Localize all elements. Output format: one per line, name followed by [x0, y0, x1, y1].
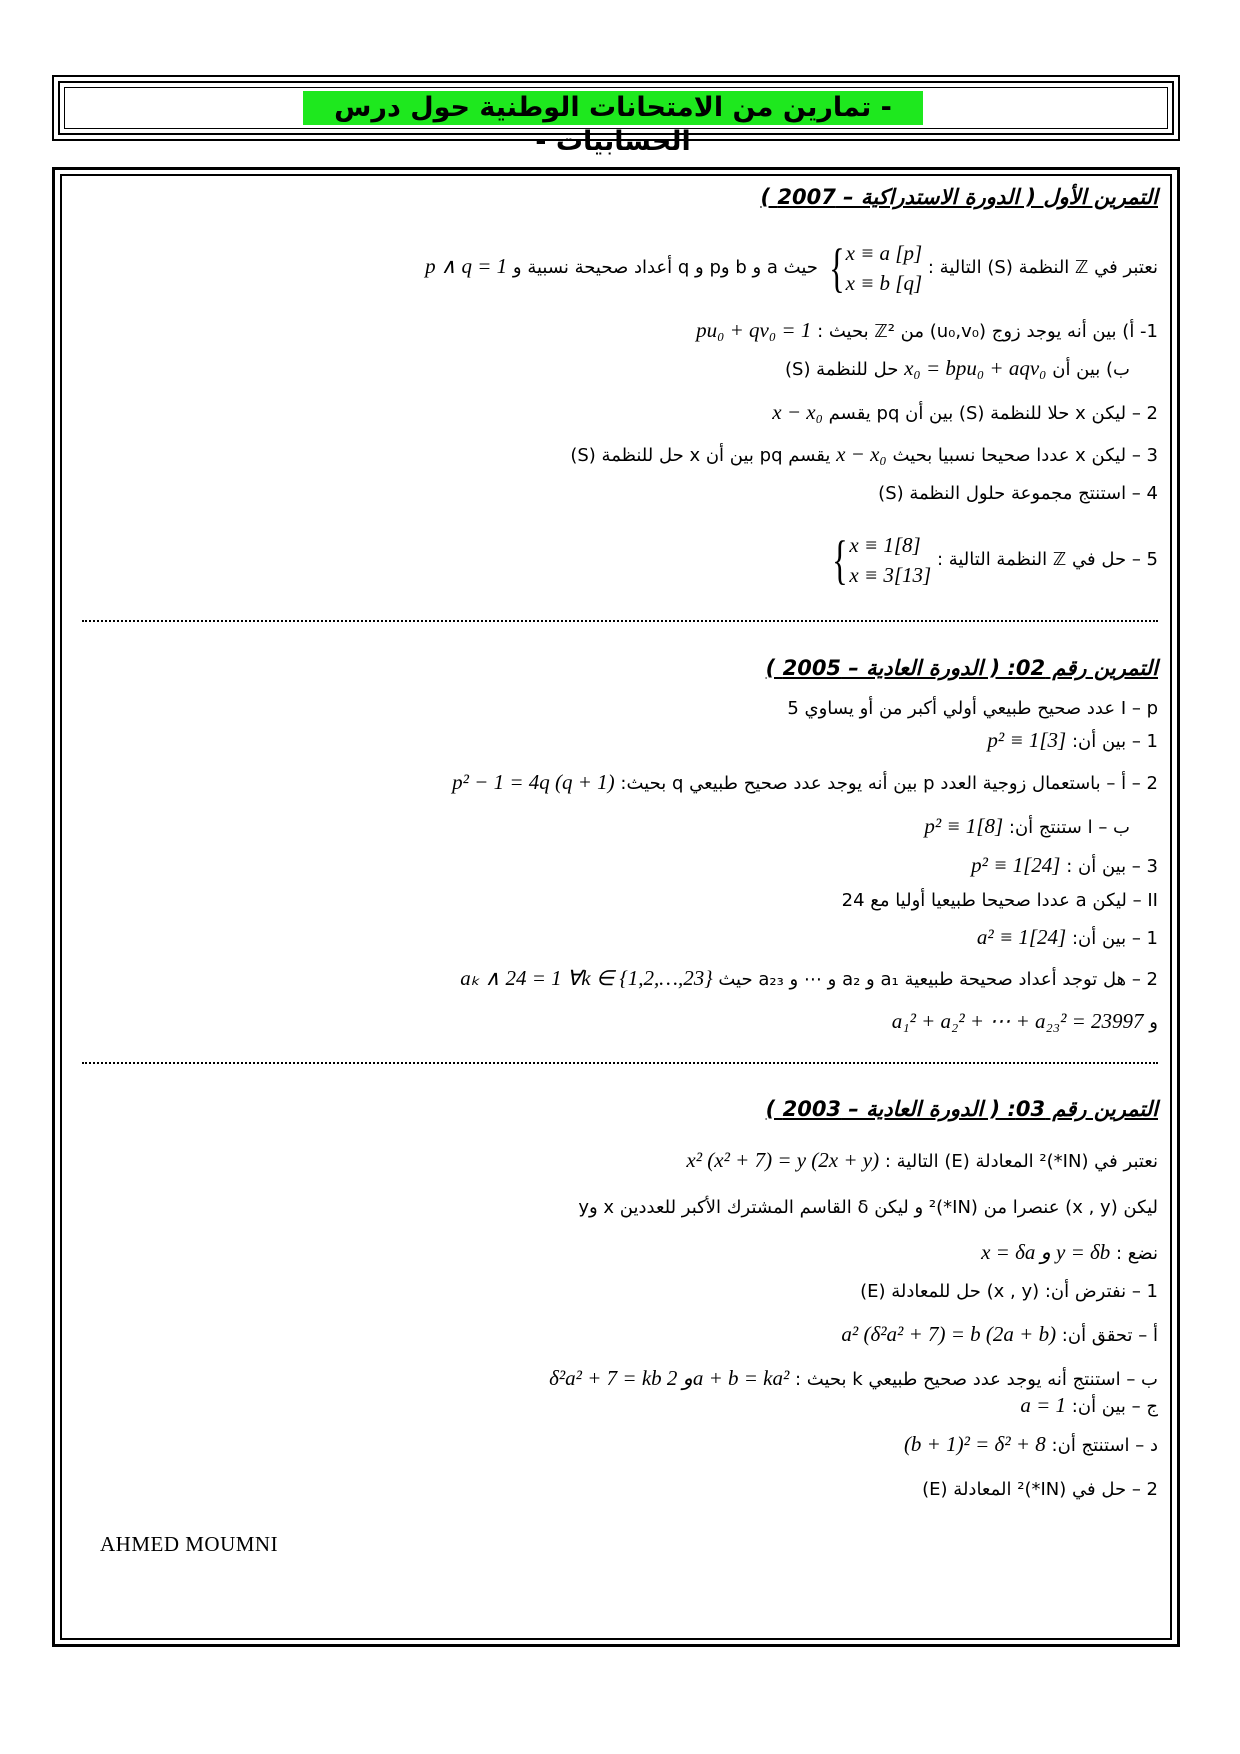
ex2-I1-text: 1 – بين أن: — [1071, 731, 1158, 752]
ex1-q1b-text: ب) بين أن — [1052, 359, 1130, 380]
ex1-intro-text: نعتبر في ℤ النظمة (S) التالية : — [927, 257, 1158, 278]
ex1-q1a — [696, 318, 1158, 344]
ex1-q2 — [772, 400, 1158, 426]
ex1-system — [824, 238, 923, 298]
ex3-q1c — [1020, 1393, 1158, 1419]
ex1-system-row-2: x ≡ b [q] — [845, 271, 923, 295]
ex1-q1a-text: 1- أ) بين أنه يوجد زوج (u₀,v₀) من ℤ² بحيث : — [817, 321, 1158, 342]
ex2-I3-text: 3 – بين أن : — [1066, 856, 1158, 877]
ex3-line-1 — [686, 1148, 1158, 1174]
ex2-II1 — [977, 925, 1158, 951]
ex3-line-1-math: x² (x² + 7) = y (2x + y) — [686, 1148, 880, 1172]
ex2-II2-last — [892, 1009, 1158, 1035]
ex1-q3-math: x − x₀ — [836, 442, 887, 466]
section-divider — [82, 1062, 1158, 1064]
ex2-I1 — [987, 728, 1158, 754]
ex1-q5-system — [827, 530, 931, 590]
ex2-part-I: I – p عدد صحيح طبيعي أولي أكبر من أو يساوي 5 — [787, 698, 1158, 719]
ex1-intro-line — [425, 238, 1158, 298]
ex1-system-row-1: x ≡ a [p] — [845, 241, 923, 265]
ex1-q5 — [827, 530, 1158, 590]
brace-icon: { — [828, 238, 845, 298]
ex2-I3-math: p² ≡ 1[24] — [971, 853, 1061, 877]
ex2-I3 — [971, 853, 1158, 879]
ex2-I1-math: p² ≡ 1[3] — [987, 728, 1067, 752]
ex3-line-3-math: x = δa و y = δb — [981, 1240, 1111, 1264]
ex1-q5-row-1: x ≡ 1[8] — [849, 533, 921, 557]
ex2-II2-last-math: a₁² + a₂² + ⋯ + a₂₃² = 23997 — [891, 1009, 1144, 1033]
ex2-I2b — [924, 814, 1130, 840]
ex3-line-3-text: نضع : — [1116, 1243, 1158, 1264]
ex2-II2-math: aₖ ∧ 24 = 1 ∀k ∈ {1,2,…,23} — [460, 966, 713, 990]
ex3-q1a-math: a² (δ²a² + 7) = b (2a + b) — [841, 1322, 1057, 1346]
ex2-II2-last-text: و — [1149, 1012, 1158, 1033]
ex1-q4: 4 – استنتج مجموعة حلول النظمة (S) — [878, 483, 1158, 504]
ex1-q3-mid: يقسم pq بين أن x حل للنظمة (S) — [570, 445, 831, 466]
ex2-II2 — [460, 966, 1158, 992]
ex3-q1d — [904, 1432, 1158, 1458]
section-divider — [82, 620, 1158, 622]
ex3-line-1-text: نعتبر في (IN*)² المعادلة (E) التالية : — [884, 1151, 1158, 1172]
ex2-part-II: II – ليكن a عددا صحيحا طبيعيا أوليا مع 24 — [841, 890, 1158, 911]
exercise-2-heading: التمرين رقم 02: ( الدورة العادية – 2005 ) — [765, 656, 1158, 680]
ex1-q1b — [785, 356, 1130, 382]
ex1-q1b-math: x₀ = bpu₀ + aqv₀ — [904, 356, 1047, 380]
ex3-q1c-text: ج – بين أن: — [1071, 1396, 1158, 1417]
ex3-line-3 — [981, 1240, 1158, 1266]
exercise-3-heading: التمرين رقم 03: ( الدورة العادية – 2003 ) — [765, 1097, 1158, 1121]
ex3-q1b-text: ب – استنتج أنه يوجد عدد صحيح طبيعي k بحيث : — [795, 1369, 1158, 1390]
brace-icon: { — [832, 530, 849, 590]
ex1-q2-math: x − x₀ — [772, 400, 823, 424]
title-box — [52, 75, 1180, 157]
ex1-q3-text: 3 – ليكن x عددا صحيحا نسبيا بحيث — [892, 445, 1158, 466]
ex2-II2-text: 2 – هل توجد أعداد صحيحة طبيعية a₁ و a₂ و ⋯ و a₂₃ حيث — [718, 969, 1158, 990]
ex3-q1a-text: أ – تحقق أن: — [1061, 1325, 1158, 1346]
ex1-q5-text: 5 – حل في ℤ النظمة التالية : — [936, 549, 1158, 570]
ex1-q3 — [570, 442, 1158, 468]
ex2-I2b-math: p² ≡ 1[8] — [924, 814, 1004, 838]
ex1-q1b-tail: حل للنظمة (S) — [784, 359, 899, 380]
ex2-I2b-text: ب – ا ستنتج أن: — [1008, 817, 1130, 838]
ex3-line-2: ليكن (x , y) عنصرا من (IN*)² و ليكن δ القاسم المشترك الأكبر للعددين x وy — [578, 1197, 1158, 1218]
ex3-q1b-math: δ²a² + 7 = kb و 2a + b = ka² — [549, 1366, 790, 1390]
ex2-I2a-text: 2 – أ – باستعمال زوجية العدد p بين أنه يوجد عدد صحيح طبيعي q بحيث: — [620, 773, 1158, 794]
ex2-I2a — [452, 770, 1158, 796]
ex1-intro-math: p ∧ q = 1 — [425, 254, 508, 278]
page-title: - تمارين من الامتحانات الوطنية حول درس الحسابيات - — [303, 91, 923, 125]
ex1-intro-tail: حيث a و b وp و q أعداد صحيحة نسبية و — [512, 257, 818, 278]
ex1-q1a-math: pu₀ + qv₀ = 1 — [696, 318, 812, 342]
ex3-q1b — [549, 1366, 1158, 1392]
ex3-q1d-math: (b + 1)² = δ² + 8 — [903, 1432, 1046, 1456]
ex2-II1-math: a² ≡ 1[24] — [976, 925, 1067, 949]
ex3-q1a — [841, 1322, 1158, 1348]
ex3-q1: 1 – نفترض أن: (x , y) حل للمعادلة (E) — [860, 1281, 1158, 1302]
ex1-q2-text: 2 – ليكن x حلا للنظمة (S) بين أن pq يقسم — [828, 403, 1158, 424]
ex3-q2: 2 – حل في (IN*)² المعادلة (E) — [922, 1479, 1158, 1500]
ex2-II1-text: 1 – بين أن: — [1071, 928, 1158, 949]
ex1-q5-row-2: x ≡ 3[13] — [849, 563, 932, 587]
ex3-q1d-text: د – استنتج أن: — [1051, 1435, 1158, 1456]
ex3-q1c-math: a = 1 — [1020, 1393, 1067, 1417]
author-name: AHMED MOUMNI — [100, 1532, 279, 1556]
ex2-I2a-math: p² − 1 = 4q (q + 1) — [452, 770, 615, 794]
exercise-1-heading: التمرين الأول ( الدورة الاستدراكية – 2007 ) — [760, 185, 1158, 209]
